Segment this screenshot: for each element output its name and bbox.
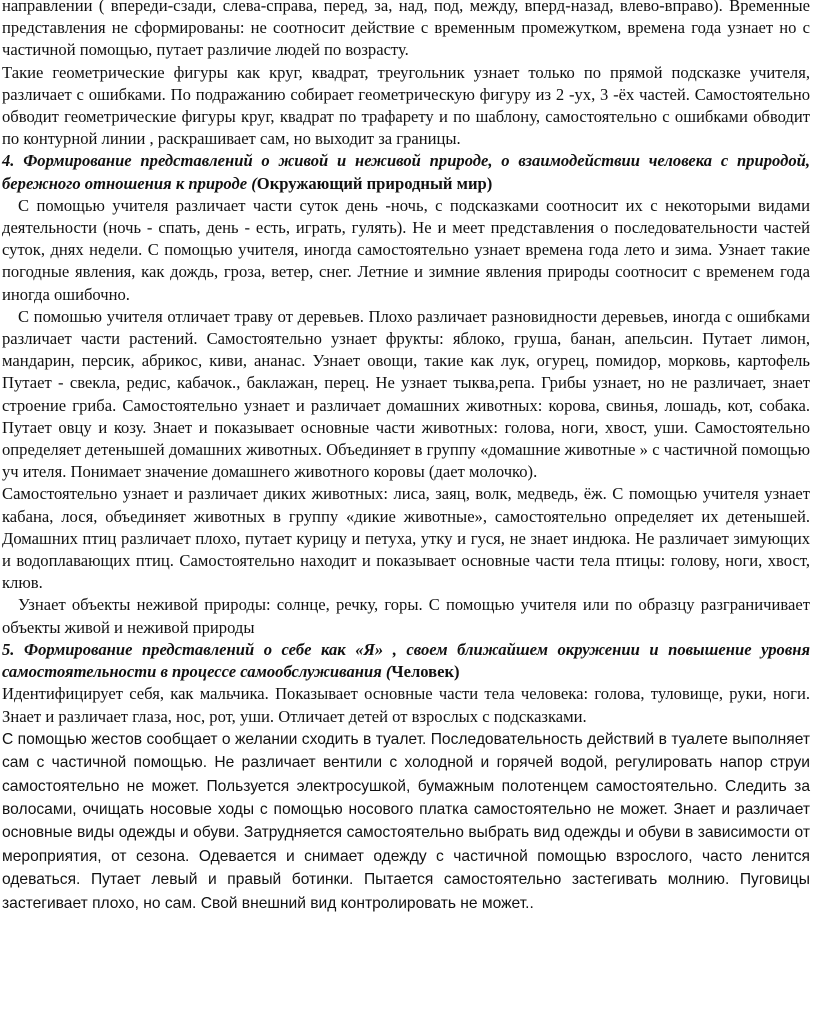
paragraph-self-identification: Идентифицирует себя, как мальчика. Показывает основные части тела человека: голова, туловище, руки, ноги. Знает и различает глаза, нос, рот, уши. Отличает детей от взрослых с подсказками. [2,684,810,726]
section-heading-4 [2,150,810,194]
paragraph-day-parts-seasons: С помощью учителя различает части суток день -ночь, с подсказками соотносит их с некоторыми видами деятельности (ночь - спать, день - есть, играть, гулять). Не и меет представления о последовательности частей суток, днях недели. С помощью учителя, иногда самостоятельно узнает времена года лето и зима. Узнает такие погодные явления, как дождь, гроза, ветер, снег. Летние и зимние явления природы соотносит с временем года иногда ошибочно. [2,195,810,304]
section-heading-5-title: 5. Формирование представлений о себе как «Я» , своем ближайшем окружении и повышение уровня самостоятельности в процессе самообслуживания ( [2,639,810,682]
paragraph-self-care: С помощью жестов сообщает о желании сходить в туалет. Последовательность действий в туалете выполняет сам с частичной помощью. Не различает вентили с холодной и горячей водой, регулировать напор струи самостоятельно не может. Пользуется электросушкой, бумажным полотенцем самостоятельно. Следить за волосами, очищать носовые ходы с помощью носового платка самостоятельно не может. Знает и различает основные виды одежды и обуви. Затрудняется самостоятельно выбрать вид одежды и обуви в зависимости от мероприятия, от сезона. Одевается и снимает одежду с частичной помощью взрослого, часто ленится одеваться. Путает левый и правый ботинки. Пытается самостоятельно застегивать молнию. Пуговицы застегивает плохо, но сам. Свой внешний вид контролировать не может.. [2,730,810,912]
paragraph-plants-animals: С помошью учителя отличает траву от деревьев. Плохо различает разновидности деревьев, иногда с ошибками различает части растений. Самостоятельно узнает фрукты: яблоко, груша, банан, апельсин. Путает лимон, мандарин, персик, абрикос, киви, ананас. Узнает овощи, такие как лук, огурец, помидор, морковь, картофель Путает - свекла, редис, кабачок., баклажан, перец. Не узнает тыква,репа. Грибы узнает, но не различает, знает строение гриба. Самостоятельно узнает и различает домашних животных: корова, свинья, лошадь, кот, собака. Путает овцу и козу. Знает и показывает основные части животных: голова, ноги, хвост, уши. Самостоятельно определяет детенышей домашних животных. Объединяет в группу «домашние животные » с частичной помощью уч ителя. Понимает значение домашнего животного коровы (дает молочко). [2,306,810,482]
section-heading-4-subject: Окружающий природный мир) [256,173,493,193]
paragraph-spatial-time: направлении ( впереди-сзади, слева-справа, перед, за, над, под, между, вперд-назад, влево-вправо). Временные представления не сформированы: не соотносит действие с временным промежутком, времена года узнает но с частичной помощью, путает различие людей по возрасту. [2,0,810,60]
paragraph-geometry: Такие геометрические фигуры как круг, квадрат, треугольник узнает только по прямой подсказке учителя, различает с ошибками. По подражанию собирает геометрическую фигуру из 2 -ух, 3 -ёх частей. Самостоятельно обводит геометрические фигуры круг, квадрат по трафарету и по шаблону, самостоятельно с ошибками обводит по контурной линии , раскрашивает сам, но выходит за границы. [2,62,810,149]
section-heading-5 [2,639,810,683]
section-heading-4-title: 4. Формирование представлений о живой и неживой природе, о взаимодействии человека с природой, бережного отношения к природе ( [2,151,810,193]
paragraph-nonliving-nature: Узнает объекты неживой природы: солнце, речку, горы. С помощью учителя или по образцу разграничивает объекты живой и неживой природы [2,595,810,637]
paragraph-wild-animals-birds: Самостоятельно узнает и различает диких животных: лиса, заяц, волк, медведь, ёж. С помощью учителя узнает кабана, лося, объединяет животных в группу «дикие животные», самостоятельно определяет их детенышей. Домашних птиц различает плохо, путает курицу и петуха, утку и гуся, не знает индюка. Не различает зимующих и водоплавающих птиц. Самостоятельно находит и показывает основные части тела птицы: голову, ноги, хвост, клюв. [2,484,810,593]
section-heading-5-subject: Человек) [391,662,460,682]
